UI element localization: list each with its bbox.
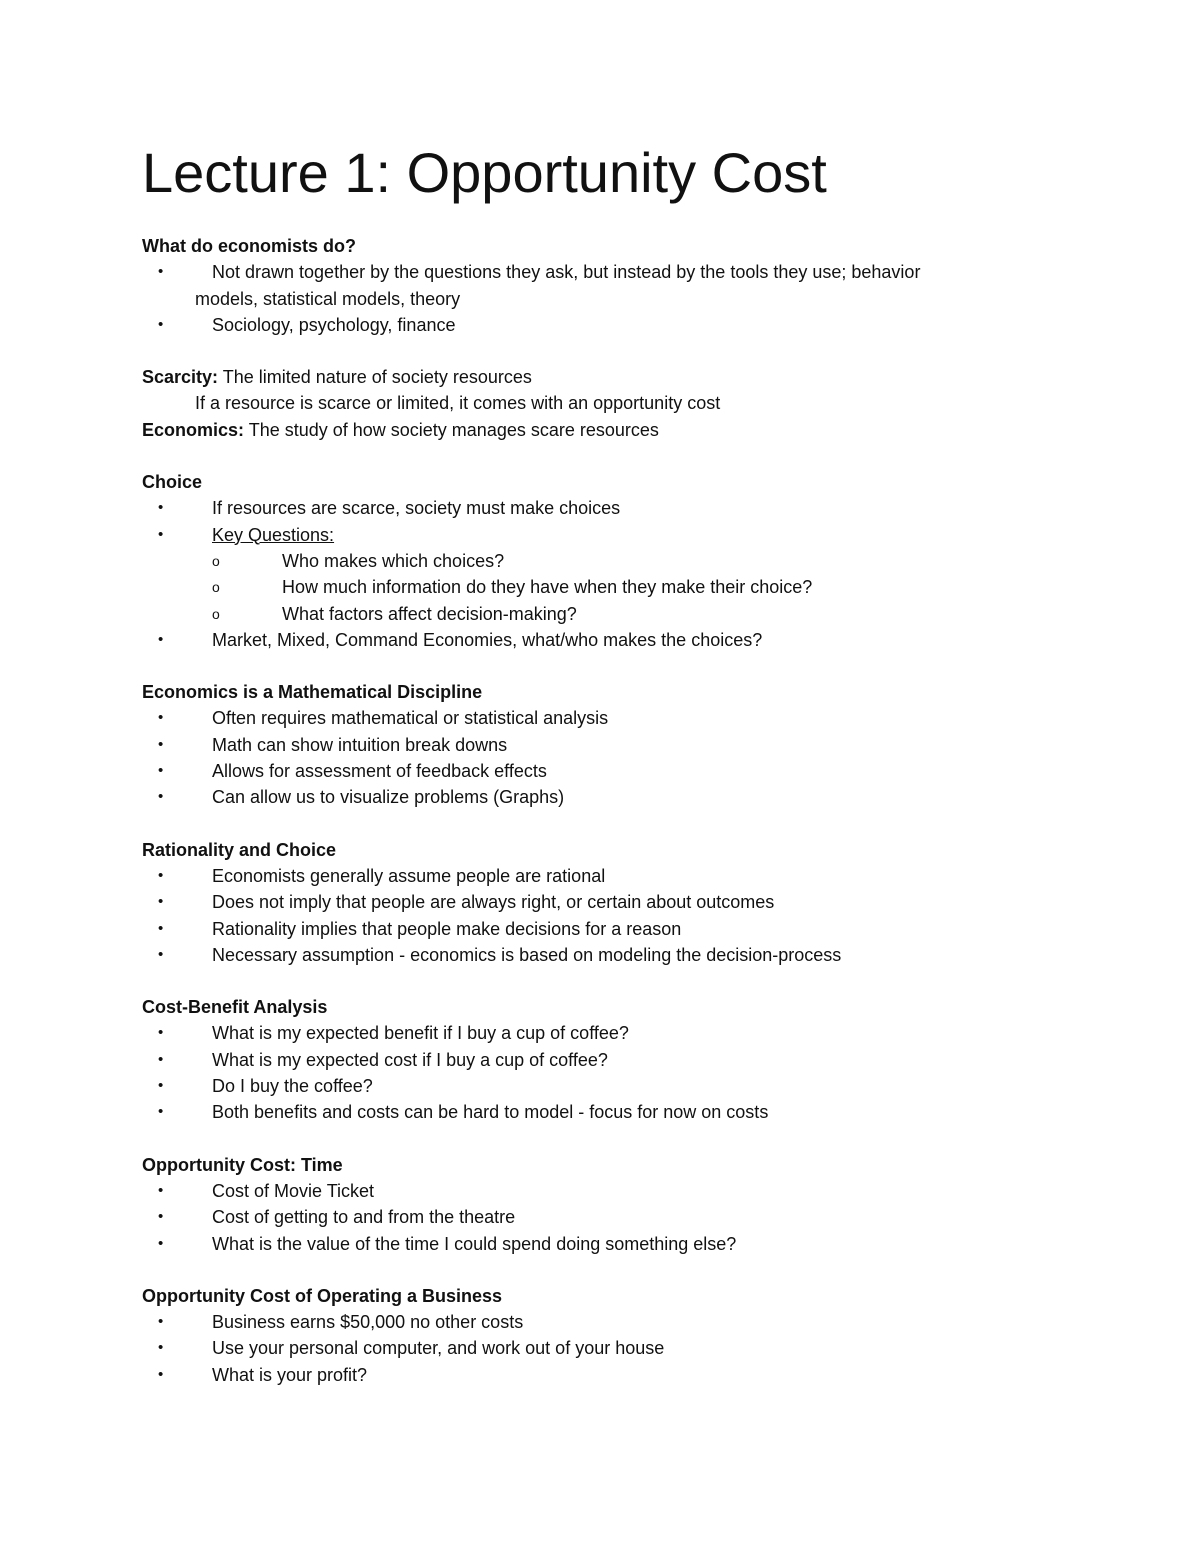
sub-bullet-list [212,548,1042,627]
section-definitions [142,364,1042,443]
bullet-icon: • [158,788,164,806]
list-item-text: Both benefits and costs can be hard to model - focus for now on costs [212,1102,769,1123]
scarcity-definition [142,364,1042,390]
bullet-icon: • [158,762,164,780]
sub-list-item [212,548,1042,574]
bullet-icon: • [158,735,164,753]
bullet-icon: • [158,893,164,911]
section-heading: What do economists do? [142,236,356,256]
list-item [142,784,1042,810]
circle-bullet-icon: o [212,552,220,569]
section-rationality [142,837,1042,968]
bullet-icon: • [158,1313,164,1331]
circle-bullet-icon: o [212,605,220,622]
list-item [142,1020,1042,1046]
list-item [142,1099,1042,1125]
list-item-text: Do I buy the coffee? [212,1076,373,1097]
bullet-icon: • [158,1077,164,1095]
term-label: Economics: [142,419,245,440]
bullet-list [142,1309,1042,1388]
list-item [142,758,1042,784]
list-item-text: Can allow us to visualize problems (Graphs) [212,787,565,808]
list-item-text: Sociology, psychology, finance [212,314,456,335]
bullet-list [142,863,1042,968]
list-item [142,259,1042,312]
term-label: Scarcity: [142,367,219,388]
bullet-list [142,259,1042,338]
page-title: Lecture 1: Opportunity Cost [142,141,827,204]
sub-list-item [212,574,1042,600]
bullet-icon: • [158,1103,164,1121]
bullet-list [142,1020,1042,1125]
list-item [72,627,1042,653]
section-heading: Opportunity Cost: Time [142,1154,343,1175]
list-item-text: Cost of getting to and from the theatre [212,1207,516,1228]
economics-definition [142,417,1042,443]
bullet-icon: • [158,1181,164,1199]
list-item [142,1047,1042,1073]
list-item-text: If resources are scarce, society must make choices [212,498,621,519]
bullet-icon: • [158,1339,164,1357]
sub-list-item-text: What factors affect decision-making? [282,603,577,624]
sub-list-item [212,601,1042,627]
list-item-text: Allows for assessment of feedback effects [212,761,547,782]
list-item [142,732,1042,758]
list-item [142,1204,1042,1230]
document-body [142,233,1042,1414]
bullet-icon: • [158,630,164,648]
circle-bullet-icon: o [212,579,220,596]
sub-list-item-text: Who makes which choices? [282,550,505,571]
list-item-text-continuation: models, statistical models, theory [195,288,461,309]
term-definition: The limited nature of society resources [218,367,532,388]
list-item-text: What is my expected benefit if I buy a cup of coffee? [212,1023,629,1044]
bullet-list [142,705,1042,810]
list-item [142,942,1042,968]
list-item [142,1231,1042,1257]
scarcity-note: If a resource is scarce or limited, it comes with an opportunity cost [195,393,721,414]
list-item-text: Use your personal computer, and work out of your house [212,1338,665,1359]
list-item [142,1309,1042,1335]
bullet-icon: • [158,1234,164,1252]
list-item-text: What is my expected cost if I buy a cup of coffee? [212,1049,608,1070]
bullet-icon: • [158,709,164,727]
bullet-icon: • [158,525,164,543]
bullet-icon: • [158,866,164,884]
list-item-text: Business earns $50,000 no other costs [212,1312,524,1333]
section-mathematical-discipline [142,679,1042,810]
section-heading: Rationality and Choice [142,839,337,860]
bullet-icon: • [158,315,164,333]
list-item [142,495,1042,521]
list-item [142,312,1042,338]
list-item-text: What is your profit? [212,1364,368,1385]
bullet-icon: • [158,1208,164,1226]
section-heading: Choice [142,472,203,493]
list-item-text: Economists generally assume people are rational [212,865,606,886]
list-item [142,1178,1042,1204]
list-item [142,1335,1042,1361]
section-opportunity-cost-time [142,1152,1042,1257]
section-heading: Cost-Benefit Analysis [142,997,328,1018]
term-definition: The study of how society manages scare resources [244,419,659,440]
list-item-text: Often requires mathematical or statistical analysis [212,708,609,729]
bullet-icon: • [158,263,164,281]
section-heading: Economics is a Mathematical Discipline [142,682,483,703]
list-item [142,1073,1042,1099]
bullet-icon: • [158,919,164,937]
list-item-text: Key Questions: [212,524,335,545]
list-item-text: Not drawn together by the questions they ask, but instead by the tools they use; behavior [212,262,921,283]
bullet-icon: • [158,1050,164,1068]
list-item-text: What is the value of the time I could spend doing something else? [212,1233,737,1254]
sub-list-item-text: How much information do they have when they make their choice? [282,577,813,598]
section-operating-business [142,1283,1042,1388]
section-choice [142,469,1042,653]
list-item [142,522,1042,627]
list-item-text: Necessary assumption - economics is based on modeling the decision-process [212,944,842,965]
section-what-economists-do [142,233,1042,338]
bullet-list [142,1178,1042,1257]
list-item [142,863,1042,889]
list-item [142,1362,1042,1388]
section-cost-benefit [142,994,1042,1125]
list-item-text: Math can show intuition break downs [212,734,508,755]
list-item [142,916,1042,942]
bullet-icon: • [158,1365,164,1383]
bullet-icon: • [158,499,164,517]
list-item-text: Rationality implies that people make decisions for a reason [212,918,682,939]
section-heading: Opportunity Cost of Operating a Business [142,1285,503,1306]
bullet-icon: • [158,1024,164,1042]
list-item [142,705,1042,731]
bullet-list [142,495,1042,653]
list-item-text: Does not imply that people are always right, or certain about outcomes [212,892,775,913]
list-item-text: Market, Mixed, Command Economies, what/who makes the choices? [212,629,763,650]
list-item-text: Cost of Movie Ticket [212,1180,375,1201]
bullet-icon: • [158,945,164,963]
list-item [142,889,1042,915]
